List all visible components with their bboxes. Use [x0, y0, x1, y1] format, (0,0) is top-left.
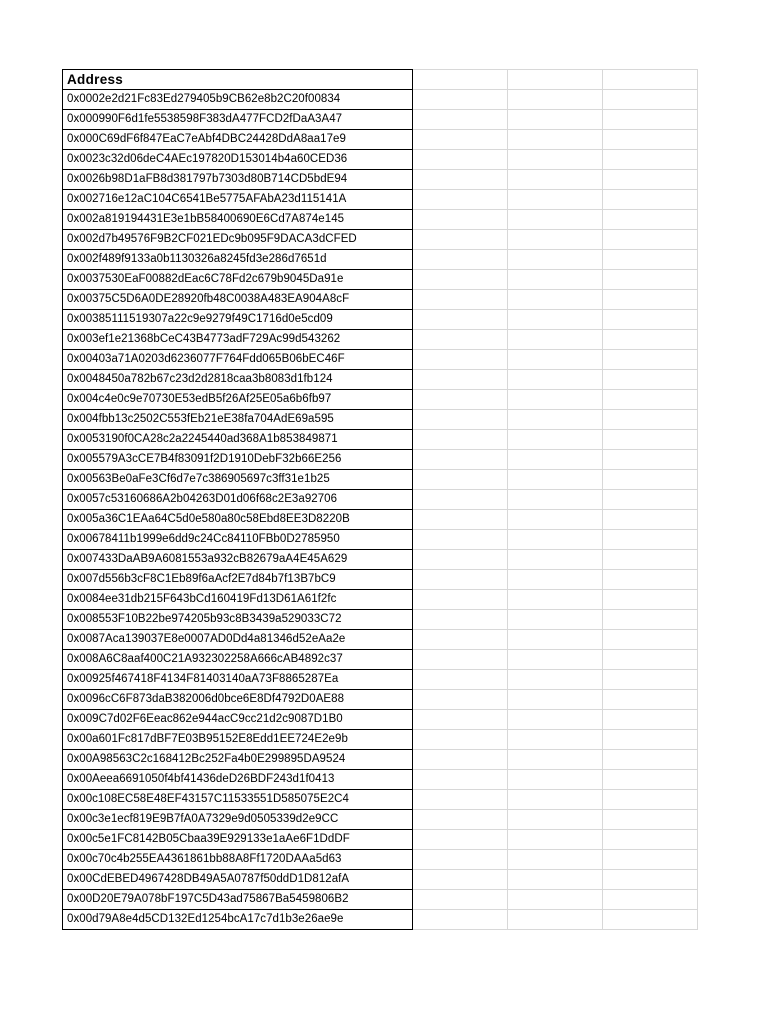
address-cell[interactable]: 0x00c3e1ecf819E9B7fA0A7329e9d0505339d2e9CC [63, 810, 413, 830]
empty-cell[interactable] [508, 850, 603, 870]
empty-cell[interactable] [413, 470, 508, 490]
empty-cell[interactable] [603, 550, 698, 570]
empty-cell[interactable] [413, 710, 508, 730]
empty-cell[interactable] [413, 770, 508, 790]
table-row [63, 890, 698, 910]
empty-cell[interactable] [603, 770, 698, 790]
empty-cell[interactable] [413, 370, 508, 390]
empty-cell[interactable] [508, 470, 603, 490]
empty-cell[interactable] [508, 910, 603, 930]
address-cell[interactable]: 0x00403a71A0203d6236077F764Fdd065B06bEC46F [63, 350, 413, 370]
empty-cell[interactable] [413, 490, 508, 510]
empty-cell[interactable] [508, 810, 603, 830]
empty-cell[interactable] [603, 850, 698, 870]
empty-cell[interactable] [413, 570, 508, 590]
empty-cell[interactable] [413, 730, 508, 750]
empty-cell[interactable] [413, 130, 508, 150]
address-cell[interactable]: 0x00d79A8e4d5CD132Ed1254bcA17c7d1b3e26ae9e [63, 910, 413, 930]
address-cell[interactable]: 0x00D20E79A078bF197C5D43ad75867Ba5459806B2 [63, 890, 413, 910]
address-cell[interactable]: 0x00a601Fc817dBF7E03B95152E8Edd1EE724E2e9b [63, 730, 413, 750]
table-row [63, 830, 698, 850]
empty-cell[interactable] [603, 630, 698, 650]
empty-cell[interactable] [508, 390, 603, 410]
empty-cell[interactable] [508, 270, 603, 290]
address-cell[interactable]: 0x0084ee31db215F643bCd160419Fd13D61A61f2fc [63, 590, 413, 610]
empty-cell[interactable] [413, 530, 508, 550]
address-cell[interactable]: 0x007d556b3cF8C1Eb89f6aAcf2E7d84b7f13B7bC9 [63, 570, 413, 590]
empty-cell[interactable] [603, 330, 698, 350]
empty-cell[interactable] [413, 690, 508, 710]
empty-cell[interactable] [603, 910, 698, 930]
table-row [63, 610, 698, 630]
empty-cell[interactable] [603, 830, 698, 850]
header-row [63, 70, 698, 90]
empty-cell[interactable] [508, 230, 603, 250]
empty-cell[interactable] [508, 750, 603, 770]
table-row [63, 350, 698, 370]
empty-cell[interactable] [603, 710, 698, 730]
table-row [63, 390, 698, 410]
empty-cell[interactable] [413, 810, 508, 830]
empty-cell[interactable] [413, 290, 508, 310]
address-cell[interactable]: 0x00375C5D6A0DE28920fb48C0038A483EA904A8cF [63, 290, 413, 310]
table-row [63, 670, 698, 690]
empty-cell[interactable] [413, 110, 508, 130]
table-row [63, 550, 698, 570]
table-row [63, 330, 698, 350]
empty-cell[interactable] [413, 430, 508, 450]
address-cell[interactable]: 0x008A6C8aaf400C21A932302258A666cAB4892c37 [63, 650, 413, 670]
address-cell[interactable]: 0x00A98563C2c168412Bc252Fa4b0E299895DA9524 [63, 750, 413, 770]
address-cell[interactable]: 0x0057c53160686A2b04263D01d06f68c2E3a92706 [63, 490, 413, 510]
address-cell[interactable]: 0x00CdEBED4967428DB49A5A0787f50ddD1D812afA [63, 870, 413, 890]
table-row [63, 630, 698, 650]
empty-cell[interactable] [603, 870, 698, 890]
empty-cell[interactable] [508, 490, 603, 510]
table-row [63, 770, 698, 790]
empty-cell[interactable] [413, 890, 508, 910]
table-row [63, 490, 698, 510]
empty-cell[interactable] [508, 770, 603, 790]
table-row [63, 210, 698, 230]
empty-cell[interactable] [603, 610, 698, 630]
address-cell[interactable]: 0x004c4e0c9e70730E53edB5f26Af25E05a6b6fb97 [63, 390, 413, 410]
empty-cell[interactable] [603, 90, 698, 110]
empty-cell[interactable] [603, 570, 698, 590]
address-cell[interactable]: 0x000C69dF6f847EaC7eAbf4DBC24428DdA8aa17e9 [63, 130, 413, 150]
address-cell[interactable]: 0x0026b98D1aFB8d381797b7303d80B714CD5bdE94 [63, 170, 413, 190]
address-cell[interactable]: 0x005a36C1EAa64C5d0e580a80c58Ebd8EE3D8220B [63, 510, 413, 530]
empty-cell[interactable] [603, 110, 698, 130]
empty-cell[interactable] [508, 210, 603, 230]
empty-cell[interactable] [508, 190, 603, 210]
empty-cell[interactable] [603, 450, 698, 470]
empty-cell[interactable] [508, 830, 603, 850]
empty-cell[interactable] [603, 150, 698, 170]
address-cell[interactable]: 0x0048450a782b67c23d2d2818caa3b8083d1fb124 [63, 370, 413, 390]
table-row [63, 270, 698, 290]
table-row [63, 250, 698, 270]
table-row [63, 90, 698, 110]
empty-cell[interactable] [603, 190, 698, 210]
empty-cell[interactable] [413, 650, 508, 670]
empty-cell[interactable] [603, 370, 698, 390]
table-row [63, 730, 698, 750]
empty-cell[interactable] [508, 550, 603, 570]
address-cell[interactable]: 0x004fbb13c2502C553fEb21eE38fa704AdE69a595 [63, 410, 413, 430]
table-row [63, 530, 698, 550]
empty-cell[interactable] [603, 170, 698, 190]
empty-cell[interactable] [413, 170, 508, 190]
empty-cell[interactable] [413, 90, 508, 110]
empty-cell[interactable] [603, 790, 698, 810]
empty-cell[interactable] [508, 290, 603, 310]
table-row [63, 450, 698, 470]
empty-cell[interactable] [508, 730, 603, 750]
empty-cell[interactable] [508, 410, 603, 430]
empty-cell[interactable] [413, 250, 508, 270]
empty-cell[interactable] [508, 790, 603, 810]
table-row [63, 190, 698, 210]
address-cell[interactable]: 0x008553F10B22be974205b93c8B3439a529033C72 [63, 610, 413, 630]
empty-cell[interactable] [508, 590, 603, 610]
empty-cell[interactable] [508, 430, 603, 450]
empty-cell[interactable] [413, 270, 508, 290]
empty-cell[interactable] [508, 670, 603, 690]
empty-cell[interactable] [508, 310, 603, 330]
empty-cell[interactable] [508, 710, 603, 730]
address-cell[interactable]: 0x0096cC6F873daB382006d0bce6E8Df4792D0AE88 [63, 690, 413, 710]
empty-cell[interactable] [508, 890, 603, 910]
empty-cell[interactable] [413, 330, 508, 350]
table-row [63, 170, 698, 190]
table-row [63, 130, 698, 150]
table-row [63, 810, 698, 830]
empty-cell[interactable] [603, 390, 698, 410]
empty-cell[interactable] [603, 810, 698, 830]
spreadsheet-table [62, 69, 698, 930]
address-cell[interactable]: 0x00925f467418F4134F81403140aA73F8865287Ea [63, 670, 413, 690]
empty-cell[interactable] [603, 410, 698, 430]
empty-cell[interactable] [508, 170, 603, 190]
address-cell[interactable]: 0x00Aeea6691050f4bf41436deD26BDF243d1f0413 [63, 770, 413, 790]
table-row [63, 310, 698, 330]
address-cell[interactable]: 0x005579A3cCE7B4f83091f2D1910DebF32b66E256 [63, 450, 413, 470]
empty-cell[interactable] [413, 630, 508, 650]
table-row [63, 850, 698, 870]
spreadsheet-body [63, 70, 698, 930]
address-cell[interactable]: 0x00678411b1999e6dd9c24Cc84110FBb0D2785950 [63, 530, 413, 550]
table-row [63, 110, 698, 130]
empty-cell[interactable] [508, 130, 603, 150]
empty-cell[interactable] [413, 910, 508, 930]
address-cell[interactable]: 0x00c70c4b255EA4361861bb88A8Ff1720DAAa5d63 [63, 850, 413, 870]
empty-cell[interactable] [508, 870, 603, 890]
empty-cell[interactable] [508, 250, 603, 270]
table-row [63, 910, 698, 930]
table-row [63, 570, 698, 590]
empty-cell[interactable] [508, 350, 603, 370]
empty-cell[interactable] [603, 690, 698, 710]
table-row [63, 790, 698, 810]
empty-cell[interactable] [413, 590, 508, 610]
address-cell[interactable]: 0x002a819194431E3e1bB58400690E6Cd7A874e145 [63, 210, 413, 230]
address-cell[interactable]: 0x0037530EaF00882dEac6C78Fd2c679b9045Da91e [63, 270, 413, 290]
empty-cell[interactable] [413, 410, 508, 430]
empty-cell[interactable] [603, 70, 698, 90]
empty-cell[interactable] [603, 310, 698, 330]
empty-cell[interactable] [603, 210, 698, 230]
address-cell[interactable]: 0x000990F6d1fe5538598F383dA477FCD2fDaA3A47 [63, 110, 413, 130]
address-cell[interactable]: 0x00385111519307a22c9e9279f49C1716d0e5cd09 [63, 310, 413, 330]
empty-cell[interactable] [603, 530, 698, 550]
empty-cell[interactable] [508, 650, 603, 670]
empty-cell[interactable] [508, 370, 603, 390]
empty-cell[interactable] [603, 670, 698, 690]
empty-cell[interactable] [603, 750, 698, 770]
empty-cell[interactable] [508, 110, 603, 130]
empty-cell[interactable] [508, 510, 603, 530]
empty-cell[interactable] [603, 590, 698, 610]
empty-cell[interactable] [413, 230, 508, 250]
empty-cell[interactable] [508, 330, 603, 350]
address-cell[interactable]: 0x002f489f9133a0b1130326a8245fd3e286d7651d [63, 250, 413, 270]
table-row [63, 230, 698, 250]
address-cell[interactable]: 0x00c5e1FC8142B05Cbaa39E929133e1aAe6F1DdDF [63, 830, 413, 850]
empty-cell[interactable] [603, 430, 698, 450]
empty-cell[interactable] [603, 130, 698, 150]
address-cell[interactable]: 0x003ef1e21368bCeC43B4773adF729Ac99d543262 [63, 330, 413, 350]
table-row [63, 710, 698, 730]
empty-cell[interactable] [603, 230, 698, 250]
empty-cell[interactable] [413, 790, 508, 810]
table-row [63, 650, 698, 670]
empty-cell[interactable] [603, 490, 698, 510]
empty-cell[interactable] [413, 870, 508, 890]
address-cell[interactable]: 0x00563Be0aFe3Cf6d7e7c386905697c3ff31e1b25 [63, 470, 413, 490]
empty-cell[interactable] [413, 190, 508, 210]
empty-cell[interactable] [413, 390, 508, 410]
empty-cell[interactable] [603, 350, 698, 370]
table-row [63, 690, 698, 710]
empty-cell[interactable] [508, 610, 603, 630]
empty-cell[interactable] [603, 730, 698, 750]
table-row [63, 430, 698, 450]
address-cell[interactable]: 0x002d7b49576F9B2CF021EDc9b095F9DACA3dCFED [63, 230, 413, 250]
empty-cell[interactable] [413, 510, 508, 530]
empty-cell[interactable] [413, 350, 508, 370]
empty-cell[interactable] [603, 250, 698, 270]
empty-cell[interactable] [603, 510, 698, 530]
empty-cell[interactable] [413, 610, 508, 630]
table-row [63, 370, 698, 390]
empty-cell[interactable] [603, 890, 698, 910]
table-row [63, 470, 698, 490]
empty-cell[interactable] [508, 630, 603, 650]
address-cell[interactable]: 0x0053190f0CA28c2a2245440ad368A1b853849871 [63, 430, 413, 450]
empty-cell[interactable] [508, 530, 603, 550]
empty-cell[interactable] [603, 290, 698, 310]
empty-cell[interactable] [413, 830, 508, 850]
address-cell[interactable]: 0x0023c32d06deC4AEc197820D153014b4a60CED36 [63, 150, 413, 170]
empty-cell[interactable] [508, 90, 603, 110]
address-column-header[interactable]: Address [63, 70, 413, 90]
address-cell[interactable]: 0x00c108EC58E48EF43157C11533551D585075E2C4 [63, 790, 413, 810]
table-row [63, 410, 698, 430]
empty-cell[interactable] [508, 150, 603, 170]
empty-cell[interactable] [413, 70, 508, 90]
address-cell[interactable]: 0x009C7d02F6Eeac862e944acC9cc21d2c9087D1B0 [63, 710, 413, 730]
table-row [63, 150, 698, 170]
table-row [63, 870, 698, 890]
empty-cell[interactable] [413, 550, 508, 570]
table-row [63, 750, 698, 770]
empty-cell[interactable] [413, 670, 508, 690]
empty-cell[interactable] [603, 270, 698, 290]
empty-cell[interactable] [413, 850, 508, 870]
empty-cell[interactable] [413, 150, 508, 170]
table-row [63, 290, 698, 310]
empty-cell[interactable] [508, 450, 603, 470]
address-cell[interactable]: 0x0087Aca139037E8e0007AD0Dd4a81346d52eAa2e [63, 630, 413, 650]
empty-cell[interactable] [413, 450, 508, 470]
table-row [63, 510, 698, 530]
empty-cell[interactable] [603, 650, 698, 670]
table-row [63, 590, 698, 610]
empty-cell[interactable] [603, 470, 698, 490]
address-cell[interactable]: 0x002716e12aC104C6541Be5775AFAbA23d115141A [63, 190, 413, 210]
address-cell[interactable]: 0x0002e2d21Fc83Ed279405b9CB62e8b2C20f00834 [63, 90, 413, 110]
address-cell[interactable]: 0x007433DaAB9A6081553a932cB82679aA4E45A629 [63, 550, 413, 570]
empty-cell[interactable] [508, 690, 603, 710]
empty-cell[interactable] [508, 70, 603, 90]
empty-cell[interactable] [508, 570, 603, 590]
empty-cell[interactable] [413, 210, 508, 230]
empty-cell[interactable] [413, 750, 508, 770]
empty-cell[interactable] [413, 310, 508, 330]
